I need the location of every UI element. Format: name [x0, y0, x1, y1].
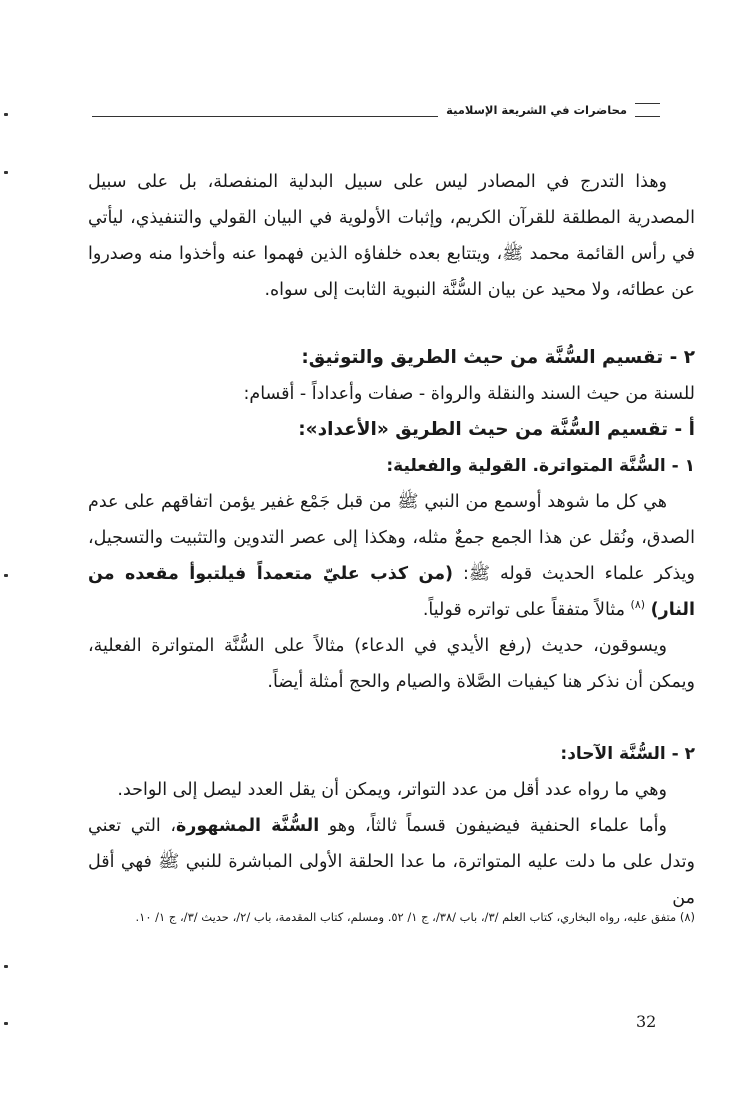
subsection-heading-by-number: أ - تقسيم السُّنَّة من حيث الطريق «الأعداد»:: [298, 419, 695, 440]
heading-ahad: ٢ - السُّنَّة الآحاد:: [560, 744, 695, 764]
margin-dot: [4, 1022, 8, 1025]
margin-dot: [4, 171, 8, 174]
paragraph-mutawatir-definition: [88, 484, 695, 628]
margin-dot: [4, 113, 8, 116]
paragraph-ahad-definition: وهي ما رواه عدد أقل من عدد التواتر، ويمكن أن يقل العدد ليصل إلى الواحد.: [117, 780, 667, 800]
mutawatir-text-b: مثالاً متفقاً على تواتره قولياً.: [422, 600, 625, 620]
paragraph-classification-intro: للسنة من حيث السند والنقلة والرواة - صفات وأعداداً - أقسام:: [243, 384, 695, 404]
header-top-rule: [632, 103, 660, 104]
page-number: 32: [636, 1012, 657, 1031]
footnote: (٨) متفق عليه، رواه البخاري، كتاب العلم /٣/، باب /٣٨/، ج ١/ ٥٢. ومسلم، كتاب المقدمة، باب /٢/، حديث /٣/، ج ١/ ١٠.: [135, 910, 695, 924]
margin-dot: [4, 574, 8, 577]
paragraph-intro: وهذا التدرج في المصادر ليس على سبيل البدلية المنفصلة، بل على سبيل المصدرية المطلقة للقرآن الكريم، وإثبات الأولوية في البيان القولي والتنفيذي، ليأتي في رأس القائمة محمد ﷺ، ويتتابع بعده خلفاؤه الذين فهموا عنه وأخذوا منه وصدروا عن عطائه، ولا محيد عن بيان السُّنَّة النبوية الثابت إلى سواه.: [88, 172, 695, 300]
footnote-reference: (٨): [630, 598, 646, 612]
mutawatir-text-a: هي كل ما شوهد أوسمع من النبي ﷺ من قبل جَمْع غفير يؤمن اتفاقهم على عدم الصدق، ونُقل عن هذا الجمع جمعٌ مثله، وهكذا إلى عصر التدوين والتثبيت والتسجيل، ويذكر علماء الحديث قوله ﷺ:: [88, 492, 695, 584]
hanafi-text-a: وأما علماء الحنفية فيضيفون قسماً ثالثاً، وهو: [328, 816, 668, 836]
body-text: [88, 164, 695, 916]
hadith-quote: (من كذب عليّ متعمداً فيلتبوأ مقعده من النار): [88, 564, 695, 620]
heading-mutawatir: ١ - السُّنَّة المتواترة. القولية والفعلية:: [386, 456, 695, 476]
section-heading-classification: ٢ - تقسيم السُّنَّة من حيث الطريق والتوثيق:: [301, 347, 695, 368]
paragraph-mutawatir-actions: ويسوقون، حديث (رفع الأيدي في الدعاء) مثالاً على السُّنَّة المتواترة الفعلية، ويمكن أن نذكر هنا كيفيات الصَّلاة والصيام والحج أمثلة أيضاً.: [88, 636, 695, 692]
margin-dot: [4, 965, 8, 968]
mashhur-term: السُّنَّة المشهورة: [175, 816, 320, 836]
paragraph-hanafi-mashhur: [88, 808, 695, 916]
running-header-title: محاضرات في الشريعة الإسلامية: [438, 102, 635, 118]
hanafi-text-b: ، التي تعني وتدل على ما دلت عليه المتواترة، ما عدا الحلقة الأولى المباشرة للنبي ﷺ فهي أقل من: [88, 816, 695, 908]
